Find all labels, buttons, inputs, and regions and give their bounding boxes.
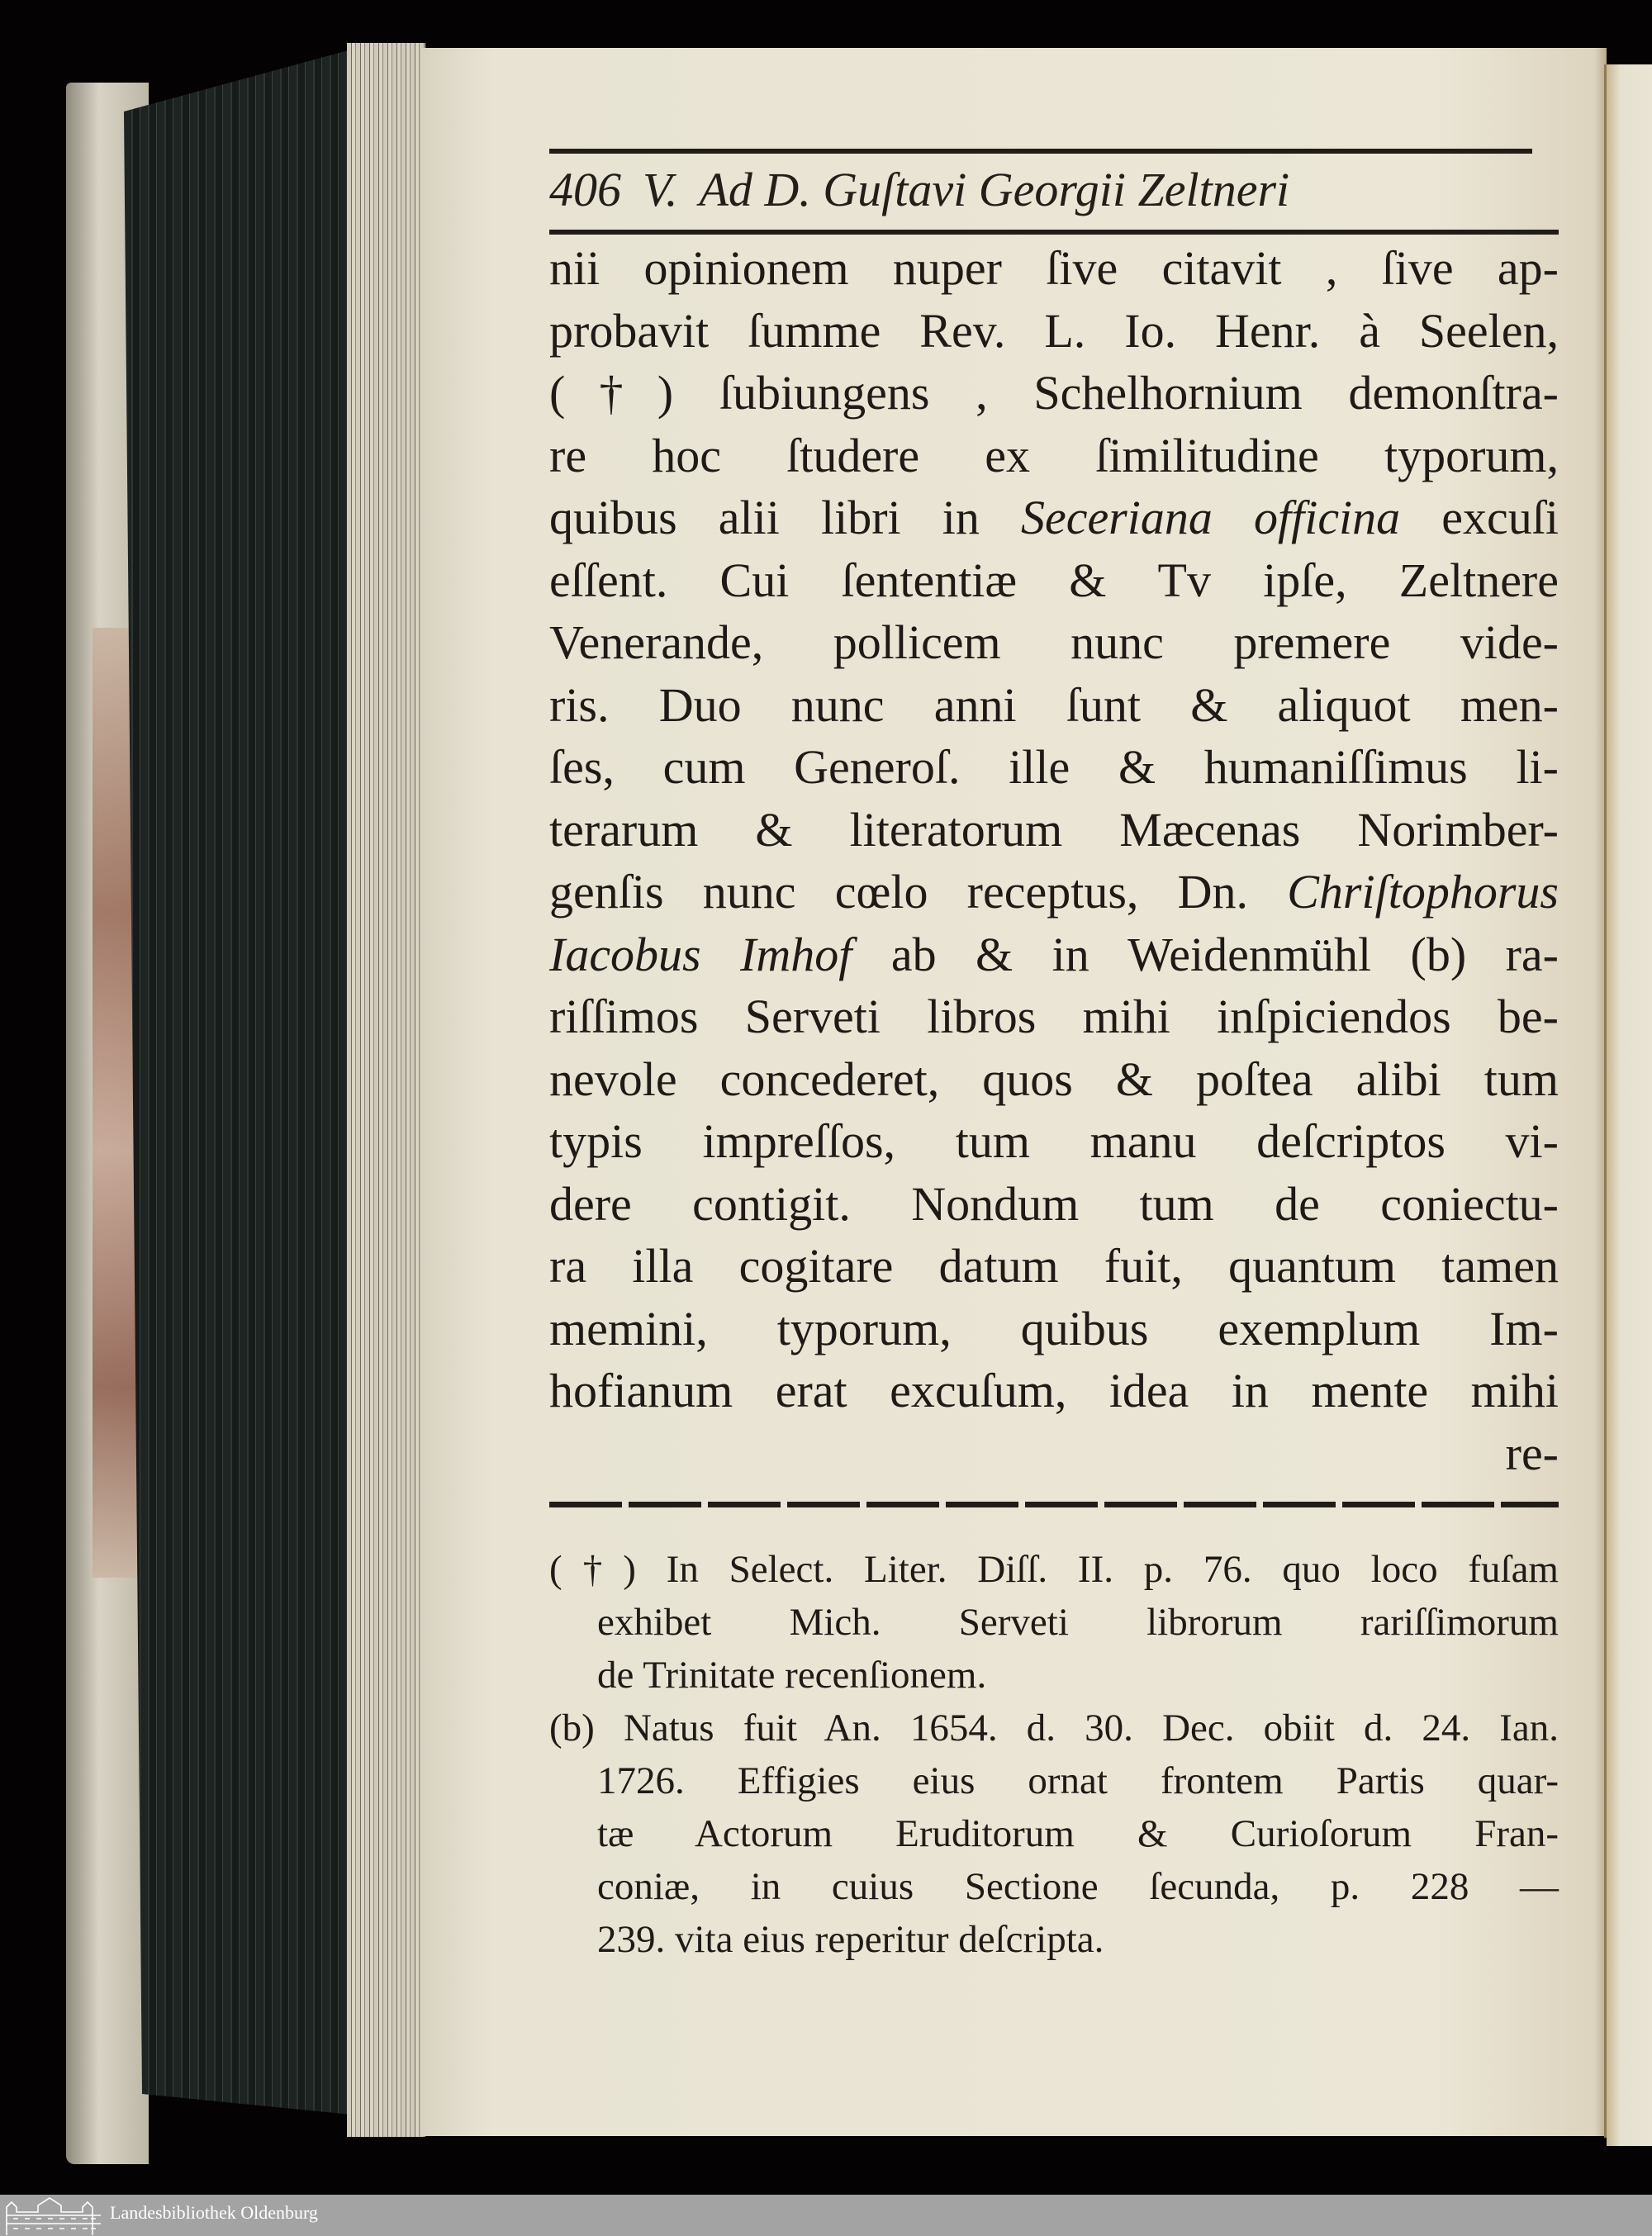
text-line	[549, 549, 1559, 612]
header-top-rule	[549, 149, 1532, 154]
text-segment: (†) ſubiungens , Schelhornium demonſtra-	[549, 366, 1559, 420]
text-line	[549, 985, 1559, 1048]
text-line	[549, 237, 1559, 300]
footnote-line: (b) Natus fuit An. 1654. d. 30. Dec. obiit d. 24. Ian.	[549, 1707, 1559, 1749]
footnote-line: 1726. Effigies eius ornat frontem Partis quar-	[597, 1759, 1559, 1802]
body-text	[549, 237, 1559, 1484]
text-segment: re hoc ſtudere ex ſimilitudine typorum,	[549, 428, 1559, 482]
text-line	[549, 487, 1559, 549]
page-number: 406	[549, 163, 621, 216]
text-line	[549, 923, 1559, 986]
catchword: re-	[1505, 1426, 1559, 1480]
facing-page	[1607, 64, 1652, 2146]
italic-text: Seceriana officina	[1020, 491, 1401, 544]
text-segment: ſes, cum Generoſ. ille & humaniſſimus li-	[549, 740, 1559, 794]
gutter	[1604, 64, 1607, 2138]
text-segment: memini, typorum, quibus exemplum Im-	[549, 1301, 1559, 1355]
text-line	[549, 799, 1559, 862]
text-segment: ra illa cogitare datum fuit, quantum tamen	[549, 1239, 1559, 1293]
text-line	[549, 1298, 1559, 1360]
footnote-line: coniæ, in cuius Sectione ſecunda, p. 228 —	[597, 1865, 1559, 1908]
text-segment: ab & in Weidenmühl (b) ra-	[852, 927, 1559, 981]
text-segment: excuſi	[1400, 491, 1559, 544]
text-line	[549, 1048, 1559, 1111]
library-name: Landesbibliothek Oldenburg	[110, 2202, 318, 2223]
text-segment: terarum & literatorum Mæcenas Norimber-	[549, 802, 1559, 857]
footnote-line: exhibet Mich. Serveti librorum rariſſimorum	[597, 1601, 1559, 1644]
text-line	[549, 362, 1559, 425]
text-segment: eſſent. Cui ſententiæ & Tv ipſe, Zeltnere	[549, 553, 1559, 607]
italic-text: Chriſtophorus	[1287, 865, 1559, 919]
page-edges	[347, 43, 425, 2137]
text-segment: nii opinionem nuper ſive citavit , ſive ap-	[549, 241, 1559, 295]
text-line	[549, 1110, 1559, 1173]
text-line	[549, 736, 1559, 799]
footnote-line: (†) In Select. Liter. Diſſ. II. p. 76. quo loco fuſam	[549, 1548, 1559, 1591]
footnote-line: tæ Actorum Eruditorum & Curioſorum Fran-	[597, 1812, 1559, 1855]
text-line	[549, 674, 1559, 737]
page-block-edge	[124, 50, 351, 2115]
text-segment: probavit ſumme Rev. L. Io. Henr. à Seelen,	[549, 303, 1559, 358]
text-segment: genſis nunc cœlo receptus, Dn.	[549, 865, 1288, 919]
text-line	[549, 1173, 1559, 1236]
text-segment: riſſimos Serveti libros mihi inſpiciendos be-	[549, 990, 1559, 1043]
italic-text: Iacobus Imhof	[549, 927, 852, 981]
text-line	[549, 1235, 1559, 1298]
text-line	[549, 300, 1559, 363]
text-segment: Venerande, pollicem nunc premere vide-	[549, 615, 1559, 669]
footnote-line: 239. vita eius reperitur deſcripta.	[597, 1918, 1104, 1961]
text-segment: nevole concederet, quos & poſtea alibi tum	[549, 1052, 1559, 1106]
text-segment: dere contigit. Nondum tum de coniectu-	[549, 1176, 1559, 1231]
text-segment: quibus alii libri in	[549, 491, 1021, 544]
header-bottom-rule	[549, 230, 1559, 235]
footnote-rule	[549, 1502, 1559, 1507]
text-line	[549, 861, 1559, 923]
text-line	[549, 611, 1559, 674]
text-segment: ris. Duo nunc anni ſunt & aliquot men-	[549, 677, 1559, 732]
header-section: V.	[643, 163, 678, 216]
text-line	[549, 1360, 1559, 1422]
text-line	[549, 425, 1559, 487]
header-title: Ad D. Guſtavi Georgii Zeltneri	[699, 163, 1290, 216]
library-building-logo	[5, 2197, 102, 2235]
text-segment: hofianum erat excuſum, idea in mente mihi	[549, 1364, 1559, 1417]
text-segment: typis impreſſos, tum manu deſcriptos vi-	[549, 1114, 1559, 1168]
footnotes	[549, 1543, 1559, 1966]
running-header	[549, 157, 1540, 223]
footnote-line: de Trinitate recenſionem.	[597, 1654, 987, 1697]
